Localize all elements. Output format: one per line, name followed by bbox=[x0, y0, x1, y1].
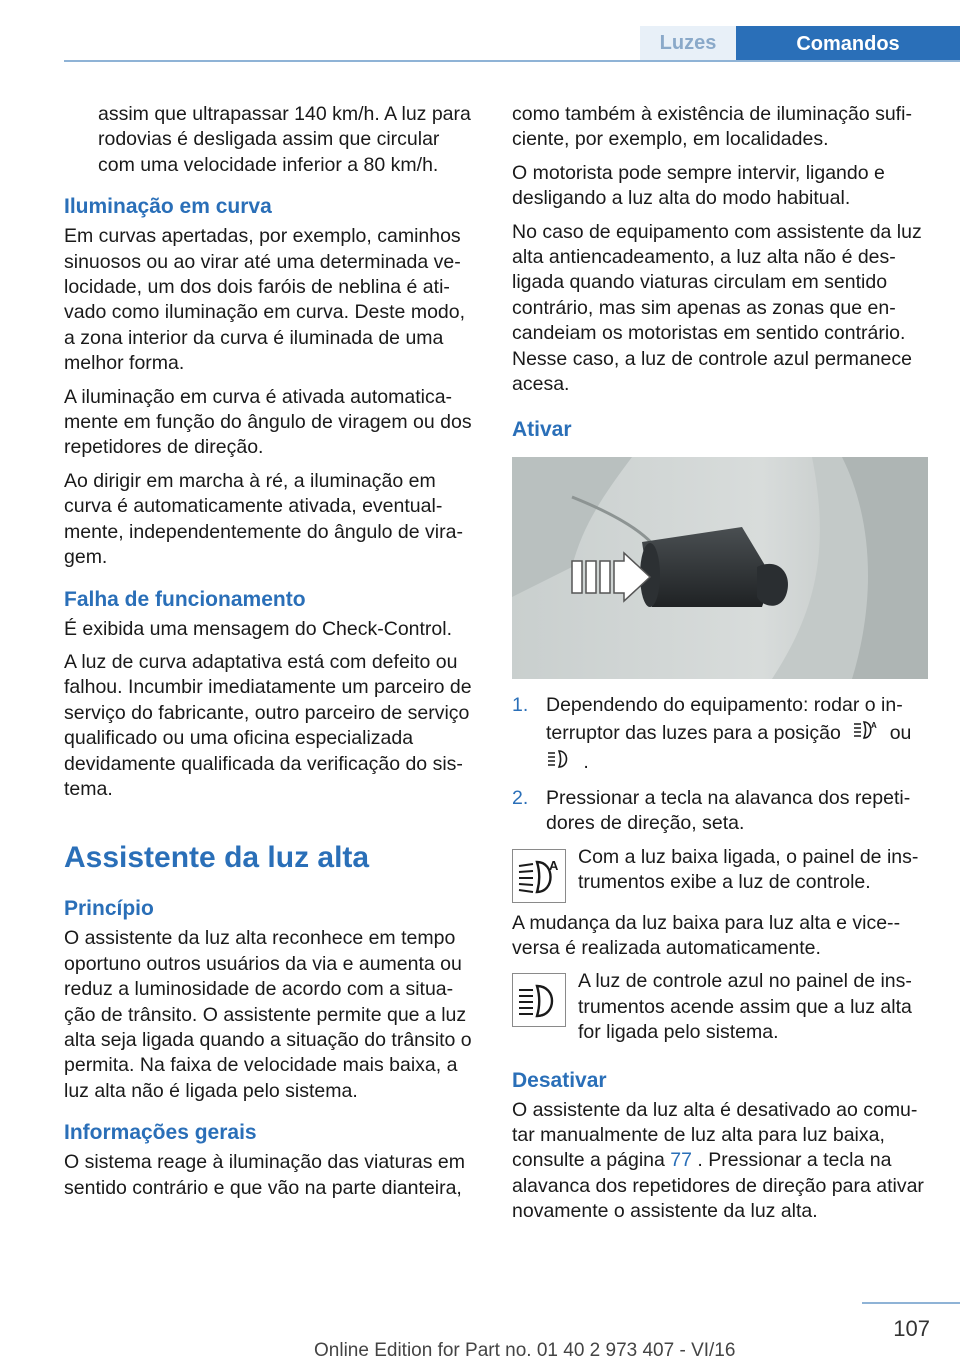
heading-principle: Princípio bbox=[64, 897, 154, 921]
step-number: 1. bbox=[512, 694, 529, 717]
heading-deactivate: Desativar bbox=[512, 1068, 607, 1092]
page-number: 107 bbox=[893, 1316, 930, 1341]
paragraph: É exibida uma mensagem do Check-Control. bbox=[64, 617, 453, 640]
paragraph: A mudança da luz baixa para luz alta e vice-versa é realizada automaticamente. bbox=[512, 911, 901, 959]
edition-footer: Online Edition for Part no. 01 40 2 973 407 - VI/16 bbox=[314, 1340, 736, 1361]
svg-text:A: A bbox=[549, 857, 559, 873]
steps-list bbox=[512, 693, 928, 836]
paragraph: Em curvas apertadas, por exemplo, caminhos sinuosos ou ao virar até uma determinada velocidade, um dos dois faróis de neblina é ativado como iluminação em curva. Deste modo, a zona interior da curva é iluminada de uma melhor forma. bbox=[64, 225, 466, 375]
auto-headlight-icon bbox=[852, 719, 878, 748]
paragraph: O sistema reage à iluminação das viaturas em sentido contrário e que vão na parte dianteira, bbox=[64, 1151, 466, 1199]
paragraph bbox=[512, 1098, 928, 1225]
paragraph: como também à existência de iluminação suficiente, por exemplo, em localidades. bbox=[512, 103, 912, 151]
list-item bbox=[512, 693, 928, 777]
high-beam-indicator-icon bbox=[512, 973, 566, 1027]
step-text: ou bbox=[889, 721, 912, 744]
paragraph: A luz de curva adaptativa está com defeito ou falhou. Incumbir imediatamente um parceiro de serviço do fabricante, outro parceiro de serviço qualificado ou uma oficina especializada devidamente qualificada da verificação do sistema. bbox=[64, 650, 472, 800]
note-blue-indicator bbox=[512, 969, 928, 1045]
header-rule bbox=[64, 60, 960, 62]
headlight-icon bbox=[546, 748, 572, 777]
note-text: Com a luz baixa ligada, o painel de instrumentos exibe a luz de controle. bbox=[578, 845, 919, 893]
right-column bbox=[512, 102, 928, 1233]
step-text: Pressionar a tecla na alavanca dos repetidores de direção, seta. bbox=[546, 786, 911, 835]
paragraph: O assistente da luz alta reconhece em tempo oportuno outros usuários da via e aumenta ou reduz a luminosidade de acordo com a situação de trânsito. O assistente permite que a luz alta seja ligada quando a situação do trânsito o permita. Na faixa de velocidade mais baixa, a luz alta não é ligada pelo sistema. bbox=[64, 927, 472, 1102]
heading-general-info: Informações gerais bbox=[64, 1121, 257, 1145]
heading-malfunction: Falha de funcionamento bbox=[64, 587, 306, 611]
high-beam-assist-indicator-icon bbox=[512, 849, 566, 903]
intro-paragraph: assim que ultrapassar 140 km/h. A luz para rodovias é desligada assim que circular com uma velocidade inferior a 80 km/h. bbox=[98, 103, 471, 176]
turn-signal-lever-illustration bbox=[512, 457, 928, 679]
page-link-77[interactable]: 77 bbox=[670, 1149, 692, 1172]
section-tab-luzes[interactable]: Luzes bbox=[640, 26, 736, 60]
note-low-beam bbox=[512, 845, 928, 903]
step-text: . bbox=[583, 751, 589, 774]
list-item bbox=[512, 786, 928, 837]
step-text: Dependendo do equipamento: rodar o interruptor das luzes para a posição bbox=[546, 694, 903, 744]
chapter-tab-comandos[interactable]: Comandos bbox=[736, 26, 960, 62]
paragraph: No caso de equipamento com assistente da luz alta antiencadeamento, a luz alta não é desligada quando viaturas circulam em sentido contrário, mas sim apenas as zonas que encandeiam os motoristas em sentido contrário. Nesse caso, a luz de controle azul permanece acesa. bbox=[512, 220, 922, 396]
note-text: A luz de controle azul no painel de instrumentos acende assim que a luz alta for ligada pelo sistema. bbox=[578, 970, 912, 1044]
deactivate-text: . Pressionar a tecla na alavanca dos repetidores de direção para ativar novamente o assistente da luz alta. bbox=[512, 1149, 924, 1223]
step-number: 2. bbox=[512, 786, 529, 809]
footer-rule bbox=[862, 1302, 960, 1304]
paragraph: Ao dirigir em marcha à ré, a iluminação em curva é automaticamente ativada, eventualmente, independentemente do ângulo de viragem. bbox=[64, 469, 463, 569]
heading-activate: Ativar bbox=[512, 418, 572, 442]
deactivate-text: O assistente da luz alta é desativado ao comutar manualmente de luz alta para luz baixa, consulte a página bbox=[512, 1098, 918, 1172]
svg-text:A: A bbox=[871, 720, 878, 730]
page-header bbox=[0, 0, 960, 62]
heading-high-beam-assistant: Assistente da luz alta bbox=[64, 841, 370, 875]
left-column bbox=[64, 102, 478, 1209]
paragraph: O motorista pode sempre intervir, ligando e desligando a luz alta do modo habitual. bbox=[512, 161, 885, 210]
paragraph: A iluminação em curva é ativada automaticamente em função do ângulo de viragem ou dos repetidores de direção. bbox=[64, 385, 472, 459]
heading-curve-lighting: Iluminação em curva bbox=[64, 195, 272, 219]
